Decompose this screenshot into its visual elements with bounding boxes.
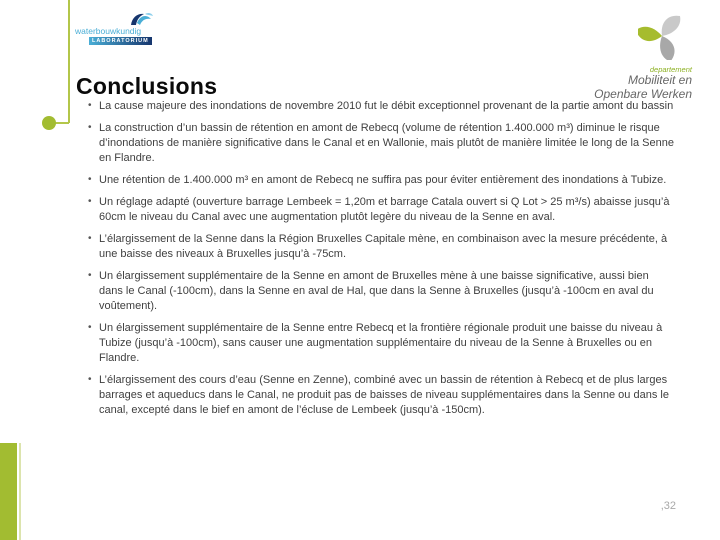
- bullet-text: La construction d’un bassin de rétention en amont de Rebecq (volume de rétention 1.400.000 m³) diminue le risque d’inondations de manière significative dans le Canal et en Wallonie, mais plutôt de manière limitée le long de la Senne en Flandre.: [99, 122, 674, 164]
- bullet-text: La cause majeure des inondations de novembre 2010 fut le débit exceptionnel provenant de la partie amont du bassin: [99, 100, 674, 112]
- list-item: [88, 232, 674, 262]
- waterlab-logo-subtitle: LABORATORIUM: [89, 37, 152, 45]
- bullet-icon: •: [88, 374, 92, 385]
- page-number: ,32: [660, 500, 676, 512]
- list-item: [88, 269, 674, 314]
- list-item: [88, 195, 674, 225]
- bullet-icon: •: [88, 196, 92, 207]
- dept-logo: [532, 12, 692, 101]
- corner-green-bar: [0, 443, 17, 540]
- bullet-icon: •: [88, 322, 92, 333]
- list-item: [88, 321, 674, 366]
- waterlab-logo-name: waterbouwkundig: [75, 26, 142, 36]
- bullet-icon: •: [88, 174, 92, 185]
- list-item: [88, 121, 674, 166]
- list-item: [88, 173, 674, 188]
- bullet-text: L’élargissement de la Senne dans la Région Bruxelles Capitale mène, en combinaison avec la mesure précédente, à une baisse des niveaux à Bruxelles jusqu’à -75cm.: [99, 233, 668, 260]
- bullet-list: [88, 99, 674, 425]
- pinwheel-icon: [638, 12, 686, 65]
- dept-logo-mobiliteit: Mobiliteit en: [627, 73, 692, 87]
- bullet-icon: •: [88, 100, 92, 111]
- dept-logo-departement: departement: [649, 65, 692, 74]
- waterlab-logo: [75, 11, 160, 47]
- bullet-text: Une rétention de 1.400.000 m³ en amont de Rebecq ne suffira pas pour éviter entièrement des inondations à Tubize.: [99, 174, 667, 186]
- accent-horizontal-line: [54, 122, 69, 124]
- bullet-text: Un élargissement supplémentaire de la Senne en amont de Bruxelles mène à une baisse significative, aussi bien dans le Canal (-100cm), dans la Senne en aval de Hal, que dans la Senne à Bruxelles (jusqu’à -100cm en aval du voûtement).: [99, 270, 654, 312]
- list-item: [88, 373, 674, 418]
- bullet-icon: •: [88, 233, 92, 244]
- accent-vertical-line: [68, 0, 70, 123]
- dept-logo-openbare-werken: Openbare Werken: [594, 86, 692, 101]
- corner-thin-line: [19, 443, 21, 540]
- accent-dot: [42, 116, 56, 130]
- bullet-text: Un réglage adapté (ouverture barrage Lembeek = 1,20m et barrage Catala ouvert si Q Lot > 25 m³/s) abaisse jusqu’à 60cm le niveau du Canal avec une augmentation plutôt legère du niveau de la Senne en aval.: [99, 196, 670, 223]
- list-item: [88, 99, 674, 114]
- bullet-text: Un élargissement supplémentaire de la Senne entre Rebecq et la frontière régionale produit une baisse du niveau à Tubize (jusqu’à -100cm), sans causer une augmentation supplémentaire du niveau de la Senne à Bruxelles ou en Flandre.: [99, 322, 663, 364]
- bullet-icon: •: [88, 270, 92, 281]
- bullet-text: L’élargissement des cours d’eau (Senne en Zenne), combiné avec un bassin de rétention à Rebecq et de plus larges barrages et aqueducs dans le Canal, ne produit pas de baisses de niveau supplémentaires dans la Senne ou dans le canal, excepté dans le bief en amont de l’écluse de Lembeek (jusqu’à -150cm).: [99, 374, 669, 416]
- bullet-icon: •: [88, 122, 92, 133]
- page-title: Conclusions: [76, 73, 218, 100]
